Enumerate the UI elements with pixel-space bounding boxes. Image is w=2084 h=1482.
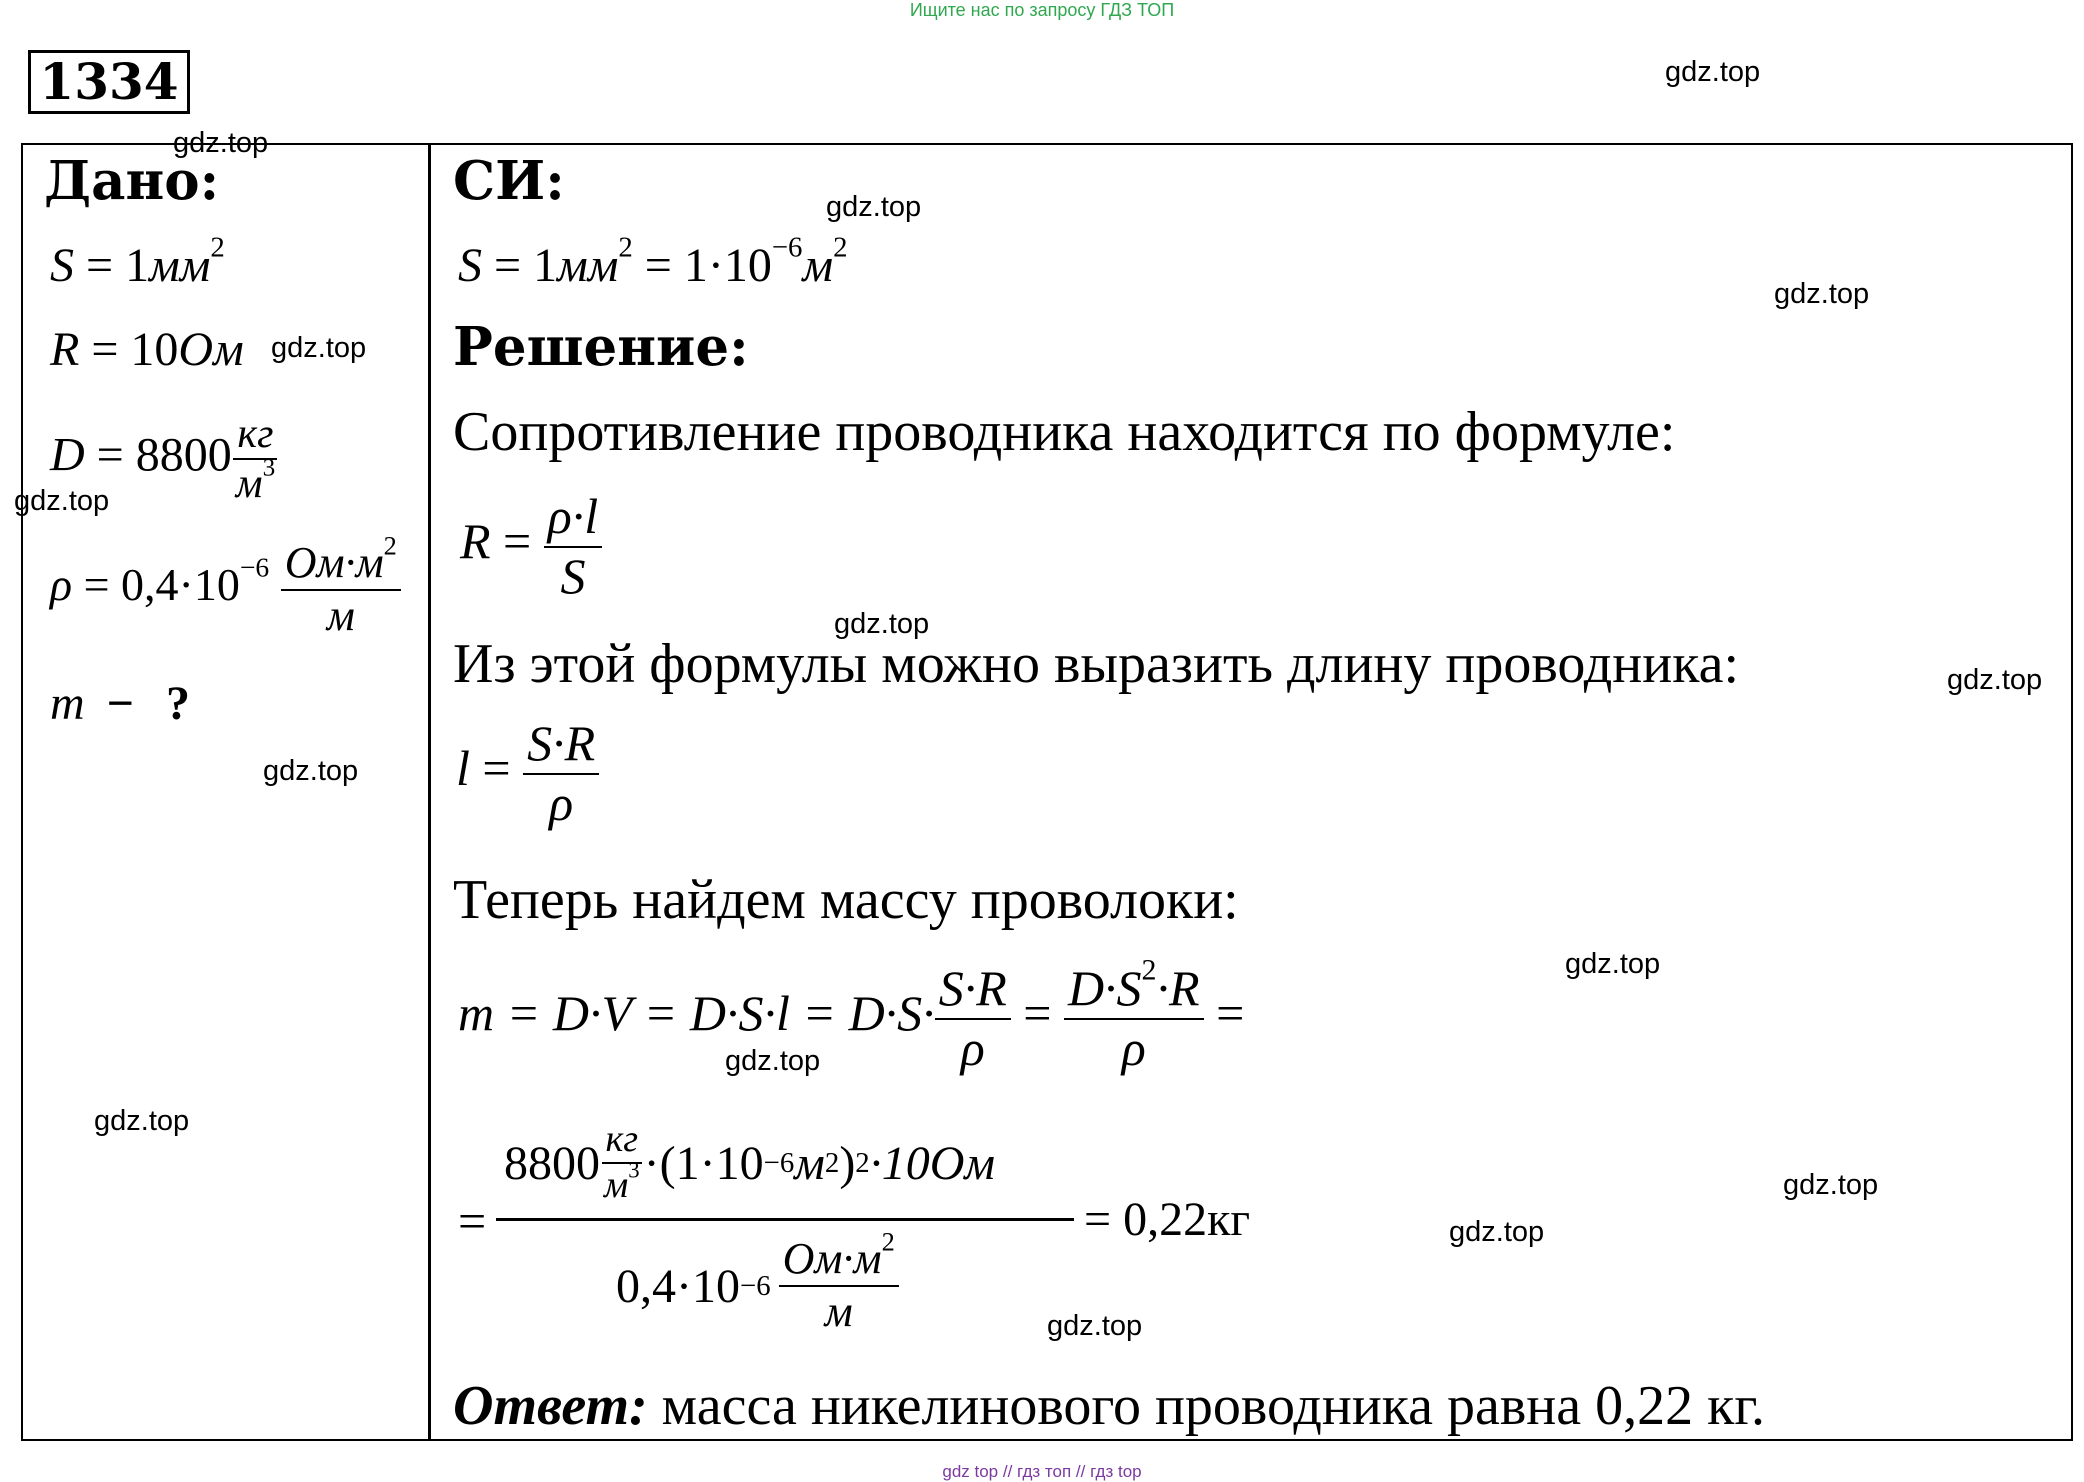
given-s-var: S <box>50 239 74 292</box>
given-d-unit-exp: 3 <box>262 454 276 482</box>
given-s-exp: 2 <box>210 231 225 264</box>
watermark-2: gdz.top <box>173 127 269 159</box>
watermark-7: gdz.top <box>834 608 930 640</box>
solution-heading: Решение: <box>453 316 749 378</box>
given-d-unit-num: кг <box>233 410 277 460</box>
given-rho-unit-exp: 2 <box>383 530 397 561</box>
si-s-v1: 1 <box>533 239 558 292</box>
numeric-m-exp: 3 <box>628 1157 640 1183</box>
watermark-15: gdz.top <box>1047 1310 1143 1342</box>
given-r-var: R <box>50 323 80 376</box>
watermark-1: gdz.top <box>1665 56 1761 88</box>
given-rho-unit-den: м <box>326 590 355 640</box>
watermark-9: gdz.top <box>263 755 359 787</box>
formula-length: l = $\frac{S\cdot R}{\rho}$ <box>456 715 599 832</box>
formula2-num: S·R <box>523 715 599 775</box>
solution-text2: Из этой формулы можно выразить длину проводника: <box>453 633 1740 695</box>
watermark-3: gdz.top <box>826 191 922 223</box>
solution-text1: Сопротивление проводника находится по формуле: <box>453 401 1676 463</box>
numeric-denominator: 0,4·10 −6 $\frac{Ом\cdot м^2}{м}$ <box>496 1221 1074 1351</box>
formula-numeric-fraction <box>496 1108 1074 1351</box>
formula3-f1num: S·R <box>935 960 1011 1020</box>
given-r-value: 10 <box>130 323 179 376</box>
bottom-banner <box>0 1462 2084 1482</box>
given-find-q: ? <box>166 677 191 730</box>
bottom-banner-a: gdz top <box>942 1462 999 1481</box>
numeric-paren-unit: м <box>794 1136 825 1190</box>
watermark-12: gdz.top <box>94 1105 190 1137</box>
formula1-num: ρ·l <box>544 488 602 548</box>
formula1-lhs: R <box>460 512 491 569</box>
formula-resistance: R = $\frac{\rho\cdot l}{S}$ <box>460 488 602 605</box>
given-find-dash: − <box>106 677 135 730</box>
numeric-8800: 8800 <box>504 1136 600 1190</box>
watermark-6: gdz.top <box>14 485 110 517</box>
solution-text3: Теперь найдем массу проволоки: <box>453 869 1239 931</box>
given-d: D = 8800 $\frac{кг}{м^3}$ <box>50 410 279 509</box>
formula3-f2num-exp: 2 <box>1141 953 1157 987</box>
watermark-4: gdz.top <box>1774 278 1870 310</box>
watermark-5: gdz.top <box>271 332 367 364</box>
si-s-line: $S = 1мм^2 = 1\cdot 10^{-6}м^2$ <box>458 231 848 292</box>
watermark-8: gdz.top <box>1947 664 2043 696</box>
given-find-var: m <box>50 677 85 730</box>
watermark-11: gdz.top <box>725 1045 821 1077</box>
formula3-f2den: ρ <box>1121 1019 1146 1076</box>
watermark-14: gdz.top <box>1449 1216 1545 1248</box>
formula1-den: S <box>560 547 586 604</box>
formula3-f2num-b: ·R <box>1156 960 1200 1016</box>
given-r-unit: Ом <box>178 323 244 376</box>
table-divider <box>428 143 431 1441</box>
top-banner: Ищите нас по запросу ГДЗ ТОП <box>909 0 1175 20</box>
numeric-m: м <box>604 1164 629 1206</box>
numeric-paren: ·(1·10 <box>643 1136 764 1190</box>
si-s-var: S <box>458 239 482 292</box>
si-s-v2: 1·10 <box>683 239 772 292</box>
numeric-result-text: = 0,22кг <box>1084 1193 1251 1246</box>
numeric-paren-close: ) <box>839 1136 856 1190</box>
si-s-u2: м <box>802 239 834 292</box>
formula3-f1den: ρ <box>960 1019 985 1076</box>
formula3-chain: m = D·V = D·S·l = D·S· <box>458 984 935 1041</box>
given-d-unit-den: м <box>235 461 263 508</box>
answer-text: масса никелинового проводника равна 0,22 кг. <box>661 1375 1765 1437</box>
answer-line <box>453 1374 1765 1438</box>
problem-number: 1334 <box>39 52 179 111</box>
si-heading: СИ: <box>453 150 565 212</box>
numeric-result <box>1084 1192 1250 1247</box>
si-s-e3: 2 <box>833 231 848 264</box>
given-rho-exp: −6 <box>239 551 270 583</box>
given-s: $S = 1мм^2$ <box>50 231 225 292</box>
bottom-banner-sep2: // <box>1075 1462 1086 1481</box>
given-rho-unit-num: Ом·м <box>284 538 384 587</box>
numeric-numerator: 8800 $\frac{кг}{м^3}$ ·(1·10 −6 м 2 ) 2 ·10Ом <box>504 1118 995 1206</box>
bottom-banner-c: гдз top <box>1090 1462 1142 1481</box>
given-find <box>50 676 190 731</box>
numeric-den-a: 0,4·10 <box>616 1259 740 1313</box>
formula2-den: ρ <box>549 774 574 831</box>
given-r: R = 10Ом <box>50 323 244 376</box>
given-rho-var: ρ <box>50 559 73 611</box>
given-s-unit: мм <box>149 239 211 292</box>
numeric-den-unit-den: м <box>824 1287 853 1336</box>
given-heading: Дано: <box>44 150 220 212</box>
numeric-den-unit-exp: 2 <box>881 1226 895 1257</box>
formula-numeric-eq: = <box>458 1193 487 1249</box>
numeric-den-unit-num: Ом·м <box>782 1234 882 1284</box>
given-d-var: D <box>50 428 85 482</box>
bottom-banner-b: гдз топ <box>1017 1462 1072 1481</box>
bottom-banner-sep1: // <box>1002 1462 1013 1481</box>
formula3-f2num-a: D·S <box>1067 960 1142 1016</box>
answer-label: Ответ: <box>453 1375 648 1437</box>
si-s-e1: 2 <box>618 231 633 264</box>
given-rho-value: 0,4·10 <box>121 559 240 611</box>
given-s-value: 1 <box>125 239 150 292</box>
si-s-e2: −6 <box>771 231 803 264</box>
formula-mass: m = D·V = D·S·l = D·S· $\frac{S\cdot R}{\rho}$ = $\frac{D\cdot S^2\cdot R}{\rho}$ = <box>458 953 1245 1076</box>
numeric-kg: кг <box>602 1118 643 1164</box>
problem-number-box <box>28 50 190 114</box>
si-s-u1: мм <box>557 239 619 292</box>
given-rho: $\rho = 0,4\cdot 10^{-6}$ $\frac{Ом\cdot м^2}{м}$ <box>50 538 401 641</box>
watermark-10: gdz.top <box>1565 948 1661 980</box>
numeric-tail: ·10Ом <box>869 1136 995 1190</box>
watermark-13: gdz.top <box>1783 1169 1879 1201</box>
given-d-value: 8800 <box>135 428 232 482</box>
formula2-lhs: l <box>456 739 470 796</box>
